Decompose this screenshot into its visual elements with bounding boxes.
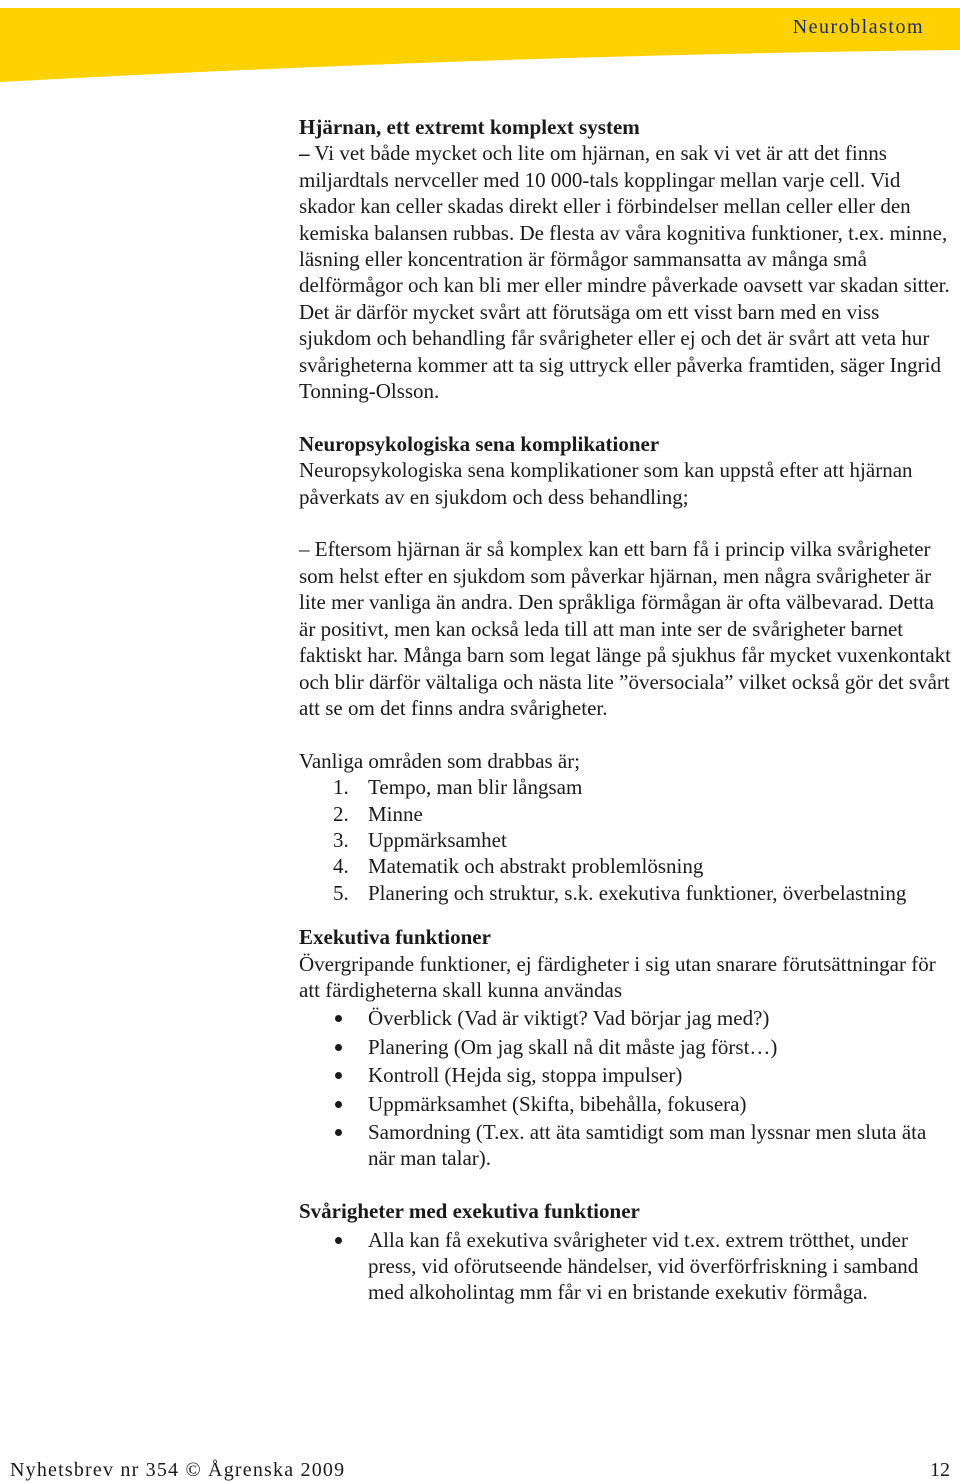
list-item: Planering (Om jag skall nå dit måste jag först…) — [299, 1034, 955, 1060]
header-title: Neuroblastom — [792, 16, 924, 38]
bullet-icon — [335, 1129, 342, 1136]
page-number: 12 — [930, 1459, 950, 1481]
footer-publication: Nyhetsbrev nr 354 © Ågrenska 2009 — [10, 1459, 346, 1481]
list-item: Alla kan få exekutiva svårigheter vid t.ex. extrem trötthet, under press, vid oförutseende händelser, vid överförfriskning i samband med alkoholintag mm får vi en bristande exekutiv förmåga. — [299, 1227, 955, 1306]
list-item: Kontroll (Hejda sig, stoppa impulser) — [299, 1062, 955, 1088]
list-item: 5. Planering och struktur, s.k. exekutiva funktioner, överbelastning — [333, 880, 907, 905]
list-item: 1. Tempo, man blir långsam — [333, 775, 583, 800]
article-body — [299, 114, 955, 1306]
list-intro: Vanliga områden som drabbas är; — [299, 748, 581, 773]
section-heading-late-complications: Neuropsykologiska sena komplikationer — [299, 431, 660, 456]
bullet-icon — [335, 1072, 342, 1079]
numbered-list — [299, 774, 955, 906]
bullet-icon — [335, 1044, 342, 1051]
section-heading-brain: Hjärnan, ett extremt komplext system — [299, 115, 640, 139]
banner-shape — [0, 0, 960, 90]
bullet-list-difficulties — [299, 1227, 955, 1306]
list-item: 3. Uppmärksamhet — [333, 827, 507, 852]
paragraph-text: Vi vet både mycket och lite om hjärnan, en sak vi vet är att det finns miljardtals nervceller med 10 000-tals kopplingar mellan varje cell. Vid skador kan celler skadas direkt eller i förbindelser mellan celler eller den kemiska balansen rubbas. De flesta av våra kognitiva funktioner, t.ex. minne, läsning eller koncentration är förmågor sammansatta av många små delförmågor och kan bli mer eller mindre påverkade oavsett var skadan sitter. Det är därför mycket svårt att förutsäga om ett visst barn med en viss sjukdom och behandling får svårigheter eller ej och det är svårt att veta hur svårigheterna kommer att ta sig uttryck eller påverka framtiden, säger Ingrid Tonning-Olsson. — [299, 141, 950, 404]
list-item: 4. Matematik och abstrakt problemlösning — [333, 854, 704, 879]
list-item: 2. Minne — [333, 801, 423, 826]
list-item: Uppmärksamhet (Skifta, bibehålla, fokusera) — [299, 1091, 955, 1117]
bullet-icon — [335, 1015, 342, 1022]
section-paragraph-executive: Övergripande funktioner, ej färdigheter i sig utan snarare förutsättningar för att färdigheterna skall kunna användas — [299, 951, 936, 1002]
bullet-icon — [335, 1237, 342, 1244]
section-paragraph-brain — [299, 140, 955, 404]
section-heading-executive: Exekutiva funktioner — [299, 925, 491, 950]
quote-dash: – — [299, 141, 310, 166]
header-banner — [0, 0, 960, 90]
section-paragraph-late-complications: Neuropsykologiska sena komplikationer som kan uppstå efter att hjärnan påverkats av en sjukdom och dess behandling; — [299, 458, 913, 509]
bullet-icon — [335, 1101, 342, 1108]
list-item: Samordning (T.ex. att äta samtidigt som man lyssnar men sluta äta när man talar). — [299, 1119, 955, 1172]
bullet-list-executive — [299, 1005, 955, 1171]
section-heading-difficulties: Svårigheter med exekutiva funktioner — [299, 1199, 640, 1224]
list-item: Överblick (Vad är viktigt? Vad börjar jag med?) — [299, 1005, 955, 1031]
section-paragraph-complexity: – Eftersom hjärnan är så komplex kan ett barn få i princip vilka svårigheter som helst efter en sjukdom som påverkar hjärnan, men några svårigheter är lite mer vanliga än andra. Den språkliga förmågan är ofta välbevarad. Detta är positivt, men kan också leda till att man inte ser de svårigheter barnet faktiskt har. Många barn som legat länge på sjukhus får mycket vuxenkontakt och blir därför vältaliga och nästa lite ”översociala” vilket också gör det svårt att se om det finns andra svårigheter. — [299, 537, 951, 720]
